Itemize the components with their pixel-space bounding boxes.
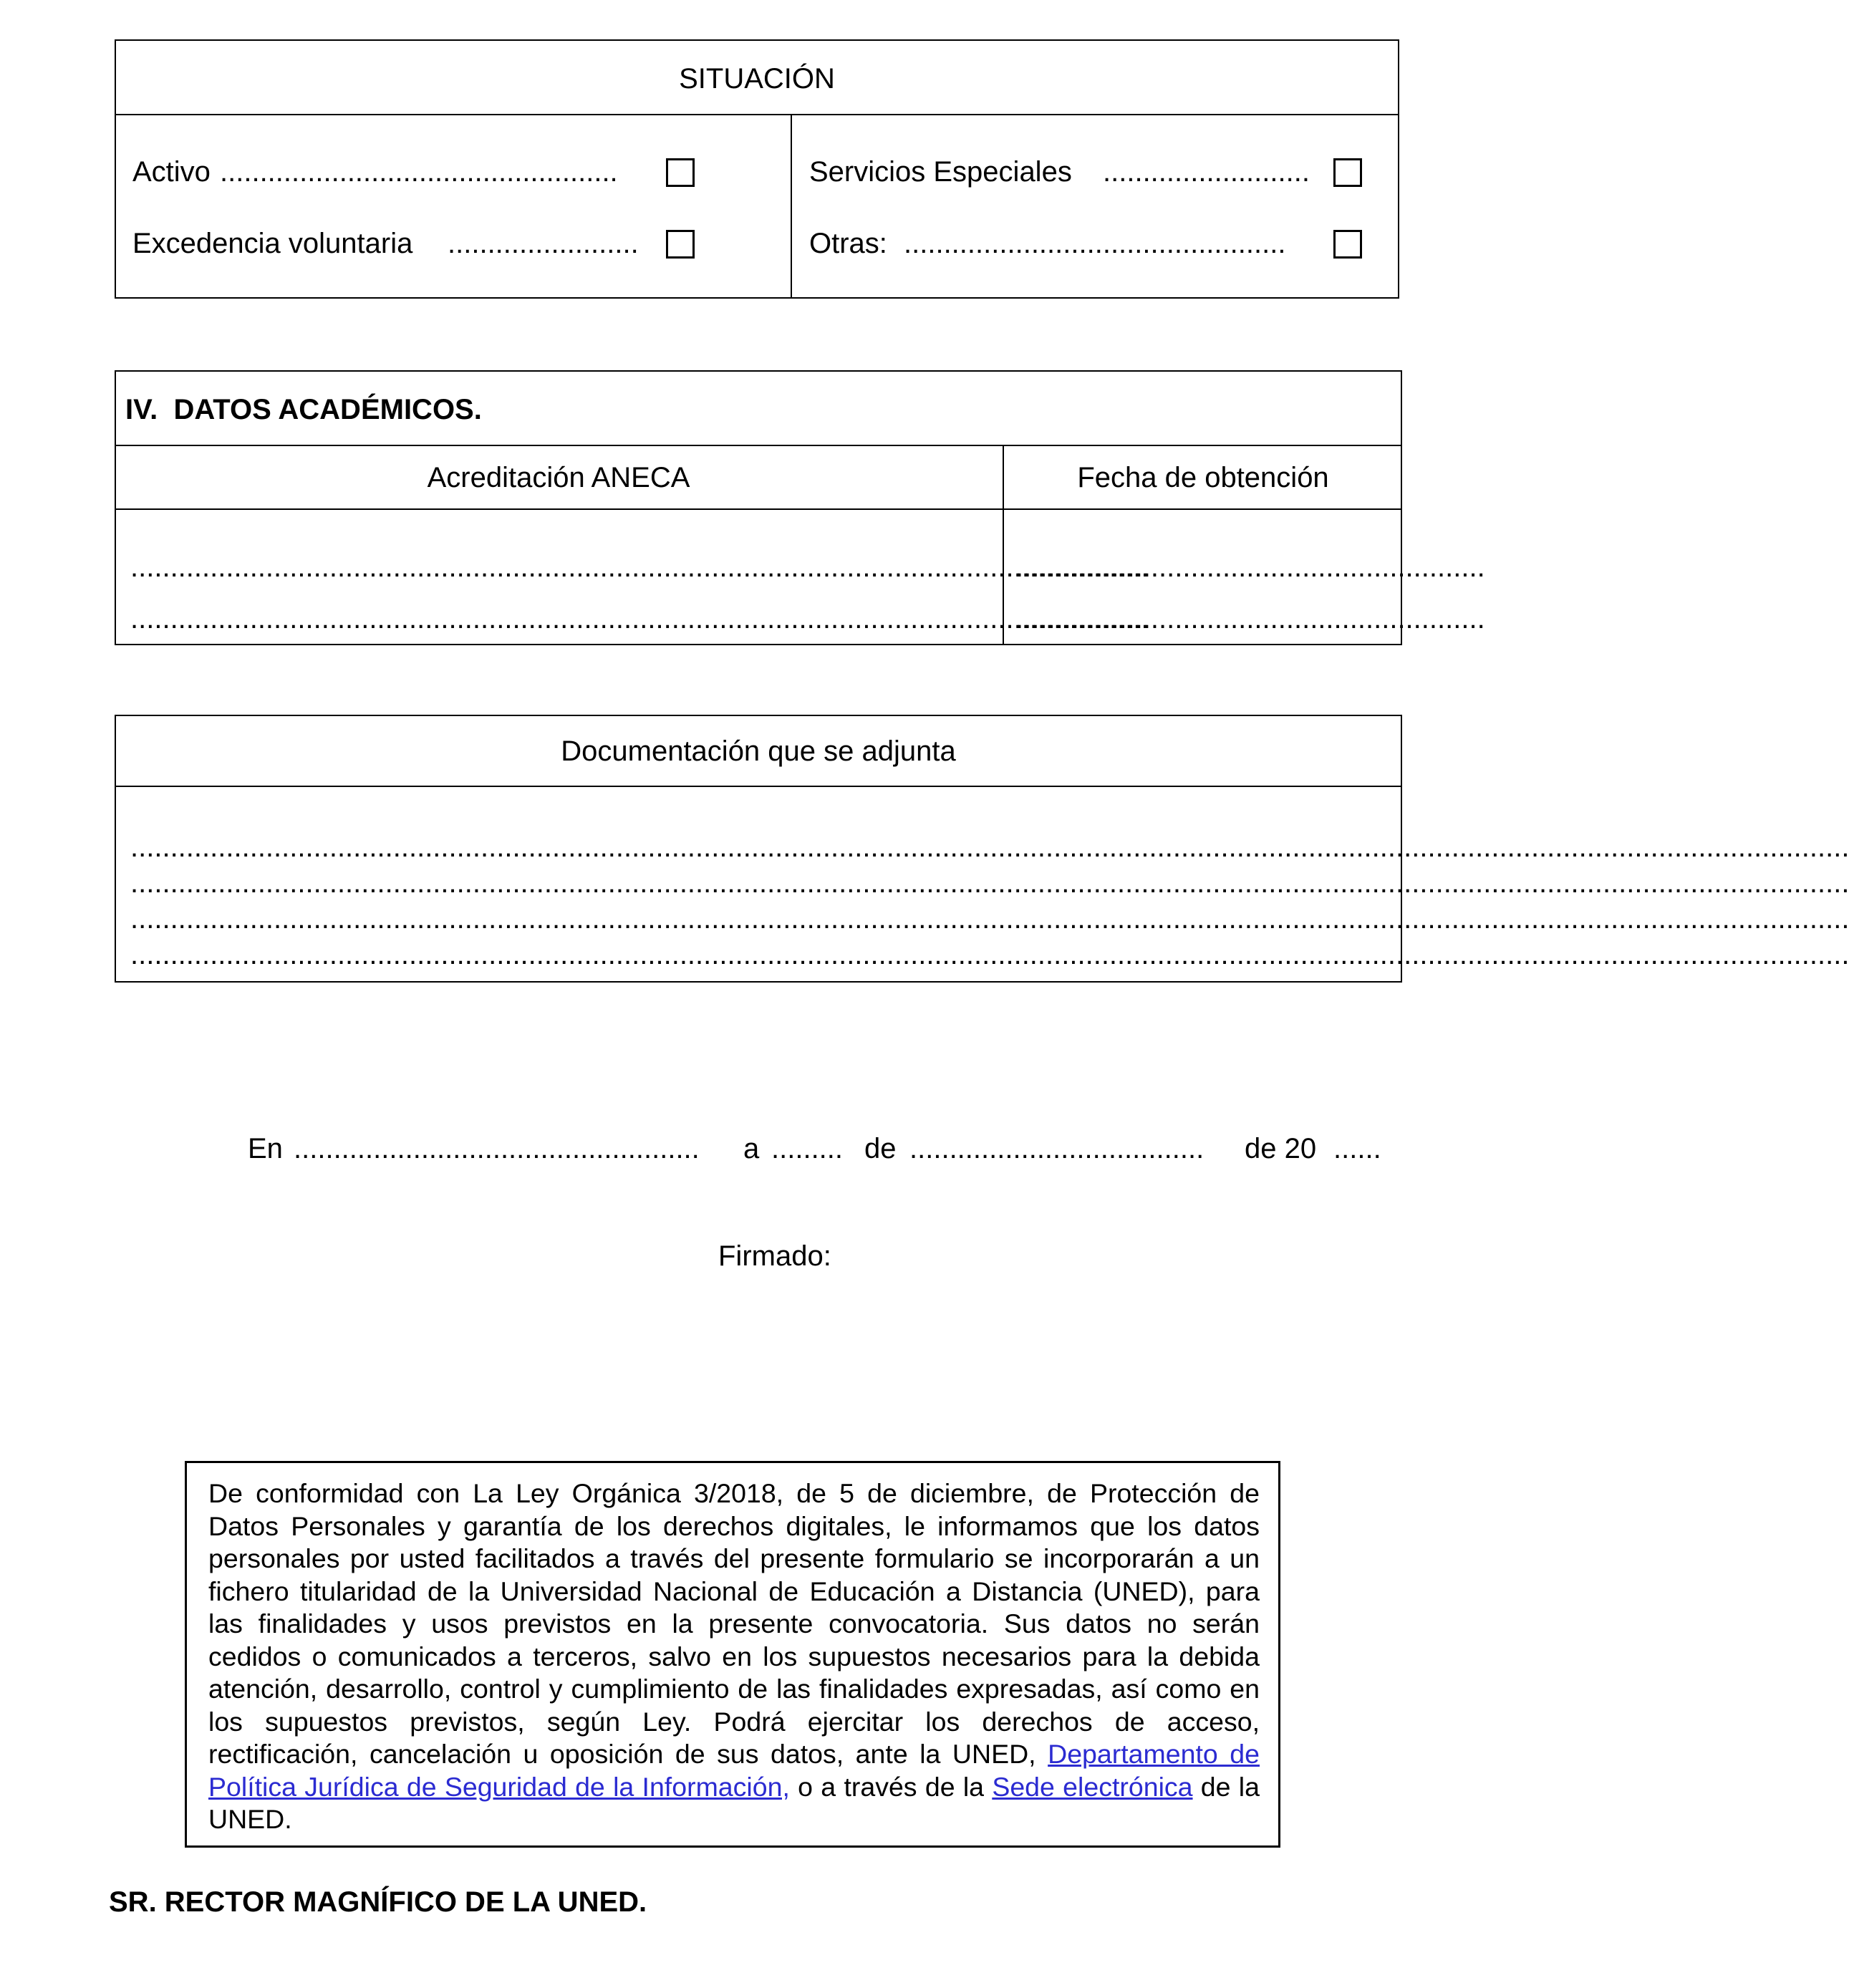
checkbox-excedencia[interactable] xyxy=(666,230,695,259)
situacion-column-divider xyxy=(791,114,792,299)
checkbox-servicios-especiales[interactable] xyxy=(1333,158,1362,187)
academicos-divider-2 xyxy=(115,508,1402,510)
documentacion-line-1[interactable]: ........................................................................................................................................................................................................................ xyxy=(130,831,1849,863)
anio-field[interactable]: ...... xyxy=(1333,1133,1381,1164)
documentacion-line-4[interactable]: ........................................................................................................................................................................................................................ xyxy=(130,939,1849,970)
documentacion-line-2[interactable]: ........................................................................................................................................................................................................................ xyxy=(130,867,1849,899)
label-excedencia: Excedencia voluntaria xyxy=(132,228,413,259)
col-acreditacion-aneca: Acreditación ANECA xyxy=(427,462,690,493)
destinatario: SR. RECTOR MAGNÍFICO DE LA UNED. xyxy=(109,1886,647,1918)
checkbox-otras[interactable] xyxy=(1333,230,1362,259)
lugar-field[interactable]: ................................................... xyxy=(294,1133,700,1164)
proteccion-datos-box xyxy=(185,1461,1280,1848)
legal-text-part-2: o a través de la xyxy=(789,1771,993,1802)
dots-activo: .................................................. xyxy=(220,156,618,188)
link-departamento-politica-juridica[interactable]: Departamento de Política Jurídica de Seguridad de la Información, xyxy=(208,1739,1260,1802)
label-otras: Otras: xyxy=(809,228,887,259)
legal-text-part-3: de la UNED. xyxy=(208,1771,1260,1834)
situacion-divider xyxy=(115,114,1399,115)
dots-excedencia: ........................ xyxy=(448,228,639,259)
fecha-a-label: a xyxy=(743,1133,760,1164)
dots-servicios: .......................... xyxy=(1103,156,1310,188)
academicos-heading: IV. DATOS ACADÉMICOS. xyxy=(125,394,482,425)
documentacion-heading: Documentación que se adjunta xyxy=(561,735,956,767)
fecha-line-1[interactable]: ........................................................... xyxy=(1015,551,1485,583)
firmado-label: Firmado: xyxy=(718,1240,831,1272)
label-servicios-especiales: Servicios Especiales xyxy=(809,156,1072,188)
col-fecha-obtencion: Fecha de obtención xyxy=(1077,462,1329,493)
fecha-line-2[interactable]: ........................................................... xyxy=(1015,603,1485,634)
situacion-title: SITUACIÓN xyxy=(679,63,835,95)
fecha-de20-label: de 20 xyxy=(1245,1133,1317,1164)
proteccion-datos-text xyxy=(208,1477,1260,1836)
link-sede-electronica[interactable]: Sede electrónica xyxy=(992,1771,1193,1802)
mes-field[interactable]: ..................................... xyxy=(909,1133,1204,1164)
dia-field[interactable]: ......... xyxy=(771,1133,844,1164)
aneca-line-2[interactable]: ................................................................................................................................ xyxy=(130,603,1149,634)
aneca-line-1[interactable]: ................................................................................................................................ xyxy=(130,551,1149,583)
checkbox-activo[interactable] xyxy=(666,158,695,187)
academicos-divider-1 xyxy=(115,445,1402,446)
fecha-de-label: de xyxy=(864,1133,897,1164)
dots-otras: ................................................ xyxy=(904,228,1286,259)
legal-text-part-1: De conformidad con La Ley Orgánica 3/2018, de 5 de diciembre, de Protección de Datos Personales y garantía de los derechos digitales, le informamos que los datos personales por usted facilitados a través del presente formulario se incorporarán a un fichero titularidad de la Universidad Nacional de Educación a Distancia (UNED), para las finalidades y usos previstos en la presente convocatoria. Sus datos no serán cedidos o comunicados a terceros, salvo en los supuestos necesarios para la debida atención, desarrollo, control y cumplimiento de las finalidades expresadas, así como en los supuestos previstos, según Ley. Podrá ejercitar los derechos de acceso, rectificación, cancelación u oposición de sus datos, ante la UNED, xyxy=(208,1478,1260,1769)
documentacion-divider xyxy=(115,786,1402,787)
lugar-en-label: En xyxy=(248,1133,283,1164)
label-activo: Activo xyxy=(132,156,211,188)
documentacion-line-3[interactable]: ........................................................................................................................................................................................................................ xyxy=(130,903,1849,935)
